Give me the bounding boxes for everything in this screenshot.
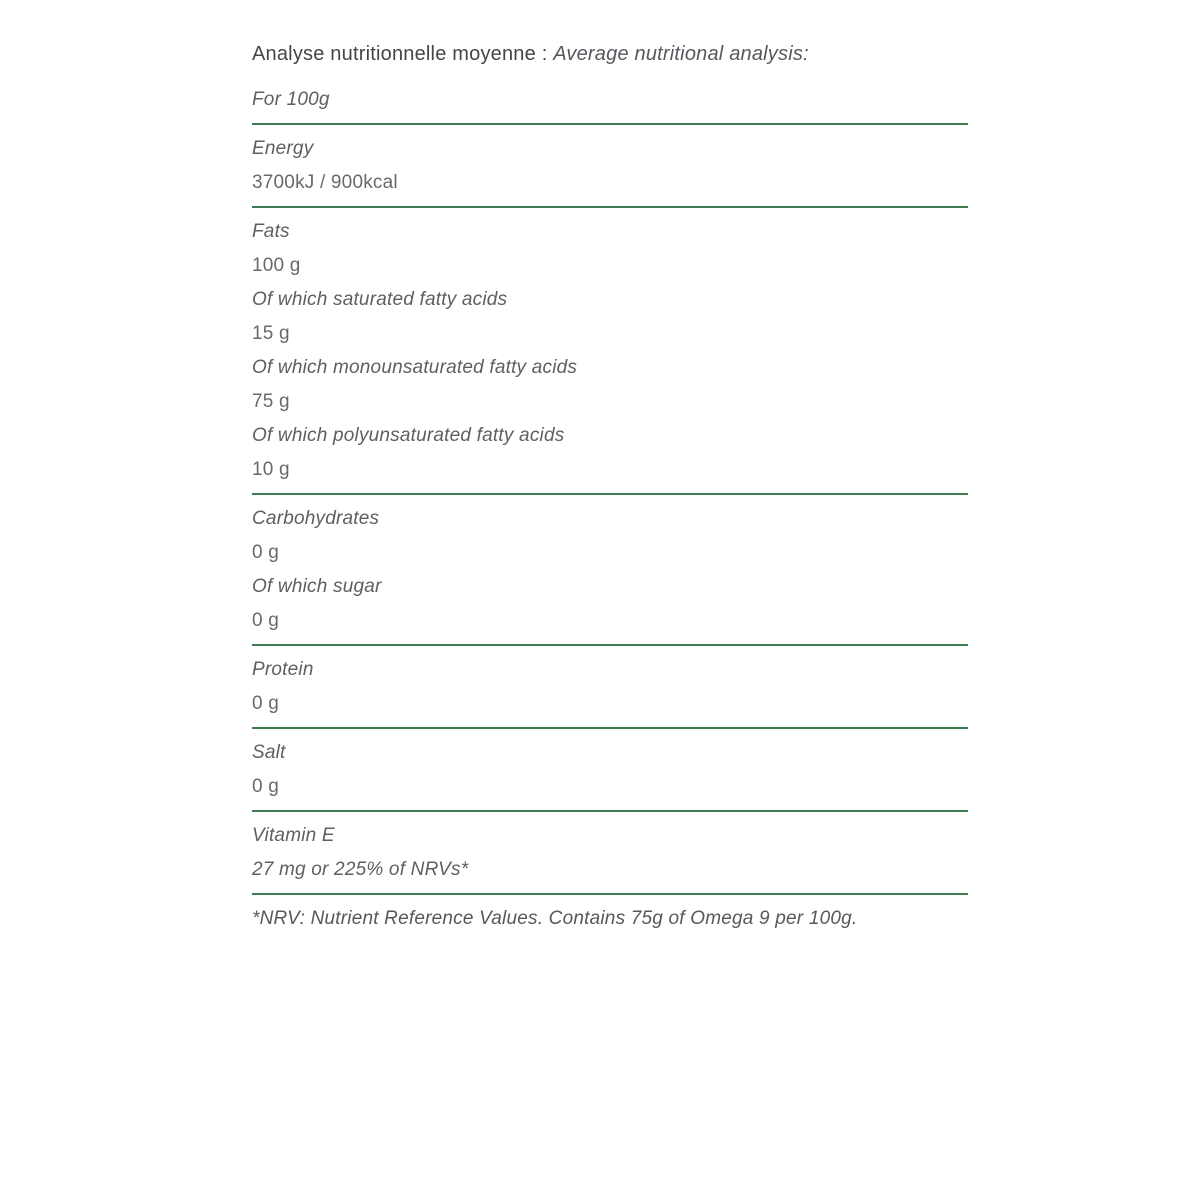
vitamin-e-value: 27 mg or 225% of NRVs* <box>252 859 469 880</box>
row-protein <box>252 644 968 714</box>
row-salt <box>252 727 968 797</box>
row-footnote <box>252 893 968 929</box>
polyunsaturated-fats-label: Of which polyunsaturated fatty acids <box>252 425 565 446</box>
protein-value: 0 g <box>252 693 280 714</box>
carbohydrates-value: 0 g <box>252 542 280 563</box>
panel-title <box>252 42 968 66</box>
monounsaturated-fats-label: Of which monounsaturated fatty acids <box>252 357 578 378</box>
nrv-footnote: *NRV: Nutrient Reference Values. Contains 75g of Omega 9 per 100g. <box>252 908 858 929</box>
salt-value: 0 g <box>252 776 280 797</box>
energy-label: Energy <box>252 138 314 159</box>
polyunsaturated-fats-value: 10 g <box>252 459 290 480</box>
carbohydrates-label: Carbohydrates <box>252 508 380 529</box>
panel-title-french: Analyse nutritionnelle moyenne <box>252 43 536 65</box>
row-vitamin-e <box>252 810 968 880</box>
sugar-label: Of which sugar <box>252 576 382 597</box>
monounsaturated-fats-value: 75 g <box>252 391 290 412</box>
protein-label: Protein <box>252 659 314 680</box>
fats-value: 100 g <box>252 255 301 276</box>
vitamin-e-label: Vitamin E <box>252 825 335 846</box>
sugar-value: 0 g <box>252 610 280 631</box>
row-energy <box>252 123 968 193</box>
saturated-fats-value: 15 g <box>252 323 290 344</box>
row-carbohydrates <box>252 493 968 631</box>
panel-title-english: Average nutritional analysis: <box>553 43 809 65</box>
fats-label: Fats <box>252 221 290 242</box>
nutrition-panel <box>252 0 968 929</box>
panel-title-separator: : <box>535 43 554 65</box>
salt-label: Salt <box>252 742 286 763</box>
saturated-fats-label: Of which saturated fatty acids <box>252 289 508 310</box>
row-fats <box>252 206 968 480</box>
energy-value: 3700kJ / 900kcal <box>252 172 398 193</box>
serving-size-label: For 100g <box>252 89 330 110</box>
